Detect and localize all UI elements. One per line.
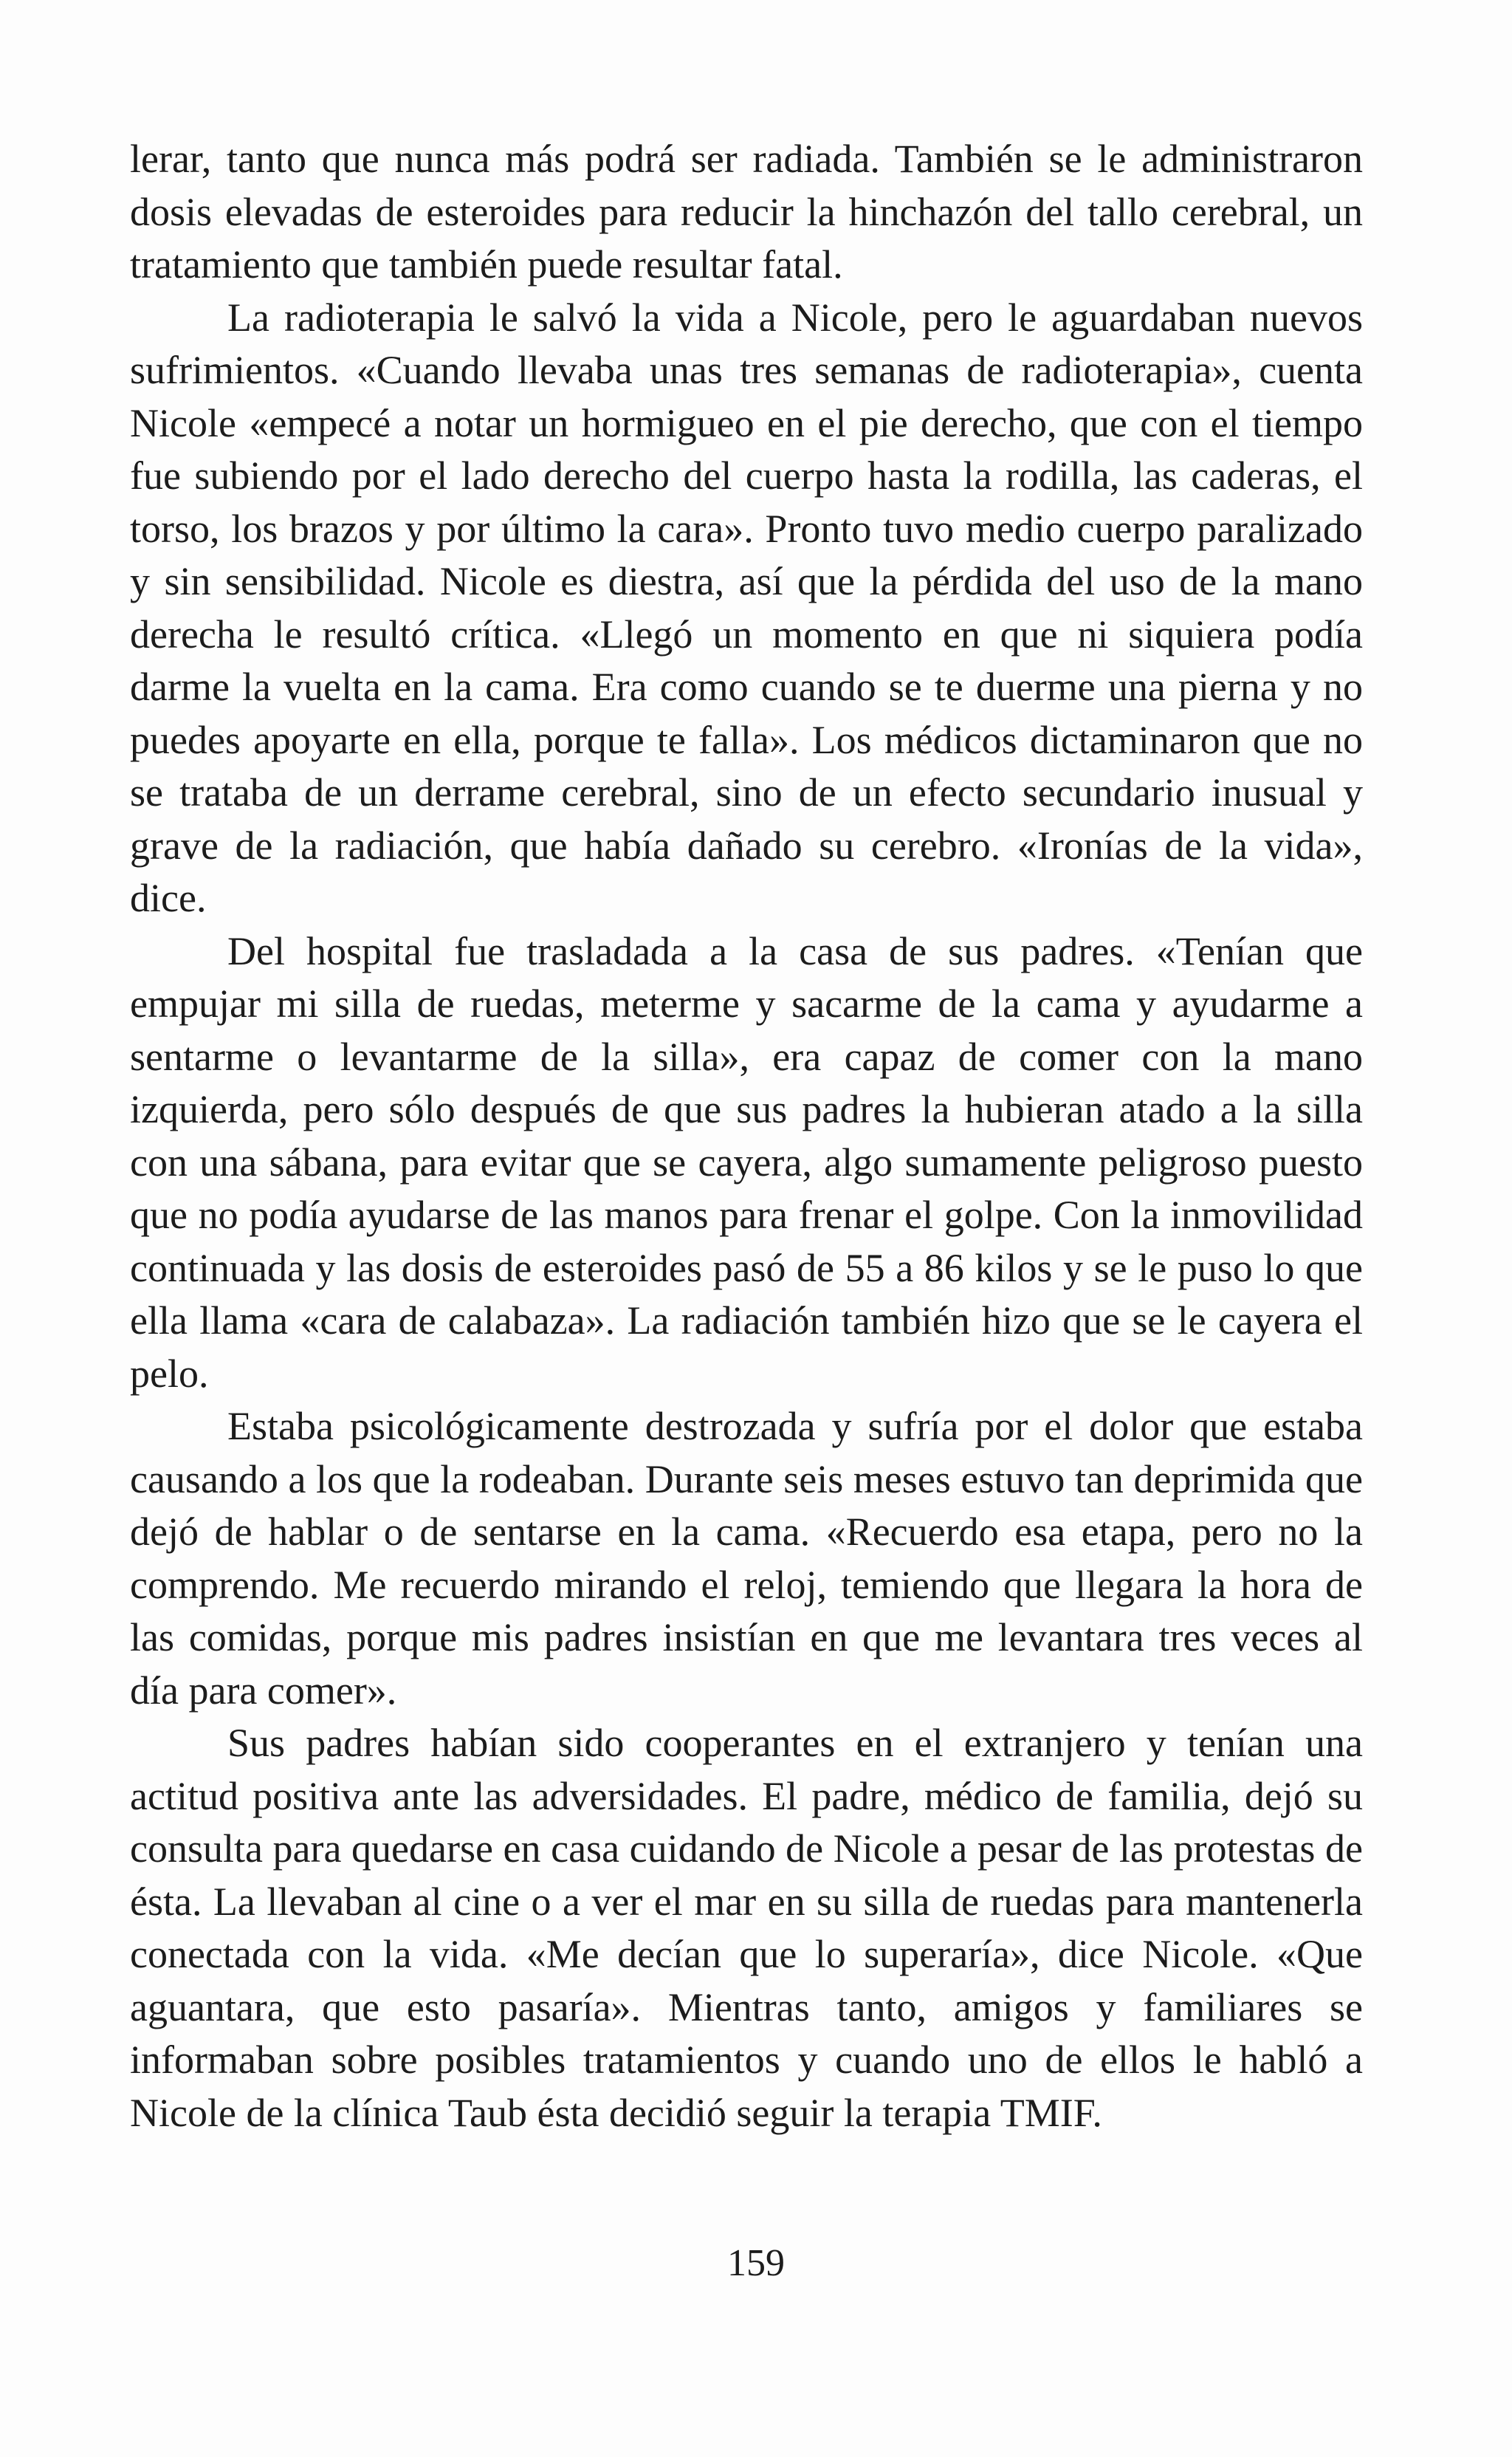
paragraph: Sus padres habían sido cooperantes en el extranjero y tenían una actitud positiva ante las adversidades. El padre, médico de familia, dejó su consulta para quedarse en casa cuidando de Nicole a pesar de las protestas de ésta. La llevaban al cine o a ver el mar en su silla de ruedas para mantenerla conectada con la vida. «Me decían que lo superaría», dice Nicole. «Que aguantara, que esto pasaría». Mientras tanto, amigos y familiares se informaban sobre posibles tratamientos y cuando uno de ellos le habló a Nicole de la clínica Taub ésta decidió seguir la terapia TMIF. <box>130 1721 1363 2135</box>
paragraph: Estaba psicológicamente destrozada y sufría por el dolor que estaba causando a los que la rodeaban. Durante seis meses estuvo tan deprimida que dejó de hablar o de sentarse en la cama. «Recuerdo esa etapa, pero no la comprendo. Me recuerdo mirando el reloj, temiendo que llegara la hora de las comidas, porque mis padres insistían en que me levantara tres veces al día para comer». <box>130 1404 1363 1713</box>
page-number: 159 <box>727 2242 785 2284</box>
paragraph: La radioterapia le salvó la vida a Nicole, pero le aguardaban nuevos sufrimientos. «Cuando llevaba unas tres semanas de radioterapia», cuenta Nicole «empecé a notar un hormigueo en el pie derecho, que con el tiempo fue subiendo por el lado derecho del cuerpo hasta la rodilla, las caderas, el torso, los brazos y por último la cara». Pronto tuvo medio cuerpo paralizado y sin sensibilidad. Nicole es diestra, así que la pérdida del uso de la mano derecha le resultó crítica. «Llegó un momento en que ni siquiera podía darme la vuelta en la cama. Era como cuando se te duerme una pierna y no puedes apoyarte en ella, porque te falla». Los médicos dictaminaron que no se trataba de un derrame cerebral, sino de un efecto secundario inusual y grave de la radiación, que había dañado su cerebro. «Ironías de la vida», dice. <box>130 295 1363 920</box>
paragraph: Del hospital fue trasladada a la casa de sus padres. «Tenían que empujar mi silla de ruedas, meterme y sacarme de la cama y ayudarme a sentarme o levantarme de la silla», era capaz de comer con la mano izquierda, pero sólo después de que sus padres la hubieran atado a la silla con una sábana, para evitar que se cayera, algo sumamente peligroso puesto que no podía ayudarse de las manos para frenar el golpe. Con la inmovilidad continuada y las dosis de esteroides pasó de 55 a 86 kilos y se le puso lo que ella llama «cara de calabaza». La radiación también hizo que se le cayera el pelo. <box>130 928 1363 1396</box>
body-text <box>130 133 1363 2139</box>
paragraph: lerar, tanto que nunca más podrá ser radiada. También se le administraron dosis elevadas de esteroides para reducir la hinchazón del tallo cerebral, un tratamiento que también puede resultar fatal. <box>130 137 1363 287</box>
